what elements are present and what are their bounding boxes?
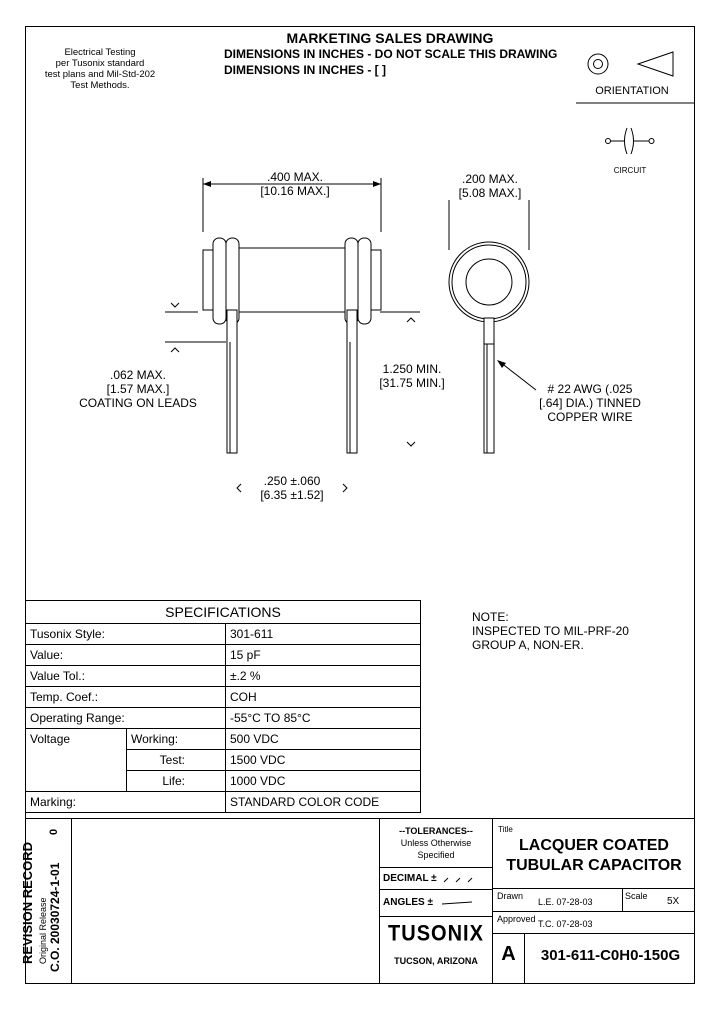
tolerances-label: --TOLERANCES-- <box>399 826 473 836</box>
tolerances-text: Specified <box>417 850 455 860</box>
dim-text: COATING ON LEADS <box>79 396 197 410</box>
drawing-size: A <box>501 943 516 965</box>
spec-value: 301-611 <box>226 624 421 645</box>
title-line: TUBULAR CAPACITOR <box>506 857 682 874</box>
spec-value: COH <box>226 687 421 708</box>
spec-value: 1000 VDC <box>226 771 421 792</box>
drawing-part-title <box>494 836 694 876</box>
inspection-note <box>472 610 629 652</box>
divider <box>622 888 624 911</box>
spec-sublabel: Test: <box>127 750 226 771</box>
dimensions-note-1: DIMENSIONS IN INCHES - DO NOT SCALE THIS DRAWING <box>224 47 558 61</box>
lead-length-dimension <box>362 362 462 390</box>
dim-text: .200 MAX. <box>461 172 519 186</box>
spec-label: Operating Range: <box>26 708 226 729</box>
testing-note-line: per Tusonix standard <box>55 58 145 69</box>
dim-text: # 22 AWG (.025 <box>547 382 633 396</box>
dim-text: [10.16 MAX.] <box>260 184 330 198</box>
wire-spec <box>530 382 650 424</box>
testing-note-line: test plans and Mil-Std-202 <box>44 69 156 80</box>
dim-text: [1.57 MAX.] <box>106 382 170 396</box>
original-release-label: Original Release <box>38 897 48 964</box>
revision-number: 0 <box>48 828 60 835</box>
approved-value: T.C. 07-28-03 <box>538 919 593 929</box>
part-number: 301-611-C0H0-150G <box>540 947 681 964</box>
divider <box>379 916 493 918</box>
drawing-title: MARKETING SALES DRAWING <box>286 30 494 46</box>
dim-text: .400 MAX. <box>266 170 324 184</box>
note-line: INSPECTED TO MIL-PRF-20 <box>472 624 629 638</box>
dim-text: 1.250 MIN. <box>382 362 442 376</box>
spec-label: Value Tol.: <box>26 666 226 687</box>
title-label: Title <box>498 825 513 834</box>
tolerances-text: Unless Otherwise <box>400 838 472 848</box>
note-line: NOTE: <box>472 610 509 624</box>
tolerances-header <box>379 825 493 861</box>
spec-label: Value: <box>26 645 226 666</box>
lead-spacing-dimension <box>246 474 338 502</box>
table-row <box>26 708 421 729</box>
dim-text: COPPER WIRE <box>547 410 633 424</box>
title-line: LACQUER COATED <box>519 837 669 854</box>
table-row <box>26 666 421 687</box>
table-row <box>26 645 421 666</box>
dim-text: [5.08 MAX.] <box>458 186 522 200</box>
table-row <box>26 729 421 750</box>
decimal-label: DECIMAL ± <box>383 873 437 884</box>
angles-label: ANGLES ± <box>383 897 433 908</box>
spec-title: SPECIFICATIONS <box>26 601 421 624</box>
testing-note-line: Test Methods. <box>70 80 130 91</box>
specifications-table <box>25 600 421 813</box>
spec-value: 1500 VDC <box>226 750 421 771</box>
spec-value: 500 VDC <box>226 729 421 750</box>
dimensions-note-2: DIMENSIONS IN INCHES - [ ] <box>224 63 387 77</box>
dim-text: .250 ±.060 <box>263 474 321 488</box>
scale-label: Scale <box>625 891 648 901</box>
spec-sublabel: Working: <box>127 729 226 750</box>
spec-value: -55°C TO 85°C <box>226 708 421 729</box>
dim-text: [31.75 MIN.] <box>379 376 445 390</box>
change-order-number: C.O. 20030724-1-01 <box>48 862 62 972</box>
dim-text: [6.35 ±1.52] <box>260 488 324 502</box>
spec-value: STANDARD COLOR CODE <box>226 792 421 813</box>
spec-label: Voltage <box>26 729 127 792</box>
spec-label: Temp. Coef.: <box>26 687 226 708</box>
spec-value: 15 pF <box>226 645 421 666</box>
drawn-label: Drawn <box>497 891 524 901</box>
spec-label: Tusonix Style: <box>26 624 226 645</box>
table-row <box>26 687 421 708</box>
table-row <box>26 792 421 813</box>
company-logo: TUSONIX <box>388 921 484 947</box>
approved-label: Approved <box>497 914 536 924</box>
divider <box>493 888 695 890</box>
spec-sublabel: Life: <box>127 771 226 792</box>
company-location: TUCSON, ARIZONA <box>394 956 478 966</box>
diameter-dimension <box>440 172 540 200</box>
scale-value: 5X <box>667 896 680 907</box>
note-line: GROUP A, NON-ER. <box>472 638 584 652</box>
spec-label: Marking: <box>26 792 226 813</box>
tolerance-marks <box>440 868 490 913</box>
dim-text: [.64] DIA.) TINNED <box>539 396 641 410</box>
drawn-value: L.E. 07-28-03 <box>538 897 593 907</box>
table-row <box>26 624 421 645</box>
coating-dimension <box>68 368 208 410</box>
spec-value: ±.2 % <box>226 666 421 687</box>
body-length-dimension <box>240 170 350 198</box>
testing-note-line: Electrical Testing <box>64 47 136 58</box>
divider <box>493 911 695 913</box>
revision-record-label: REVISION RECORD <box>20 841 35 964</box>
dim-text: .062 MAX. <box>109 368 167 382</box>
circuit-label: CIRCUIT <box>613 166 647 175</box>
orientation-label: ORIENTATION <box>595 85 669 97</box>
